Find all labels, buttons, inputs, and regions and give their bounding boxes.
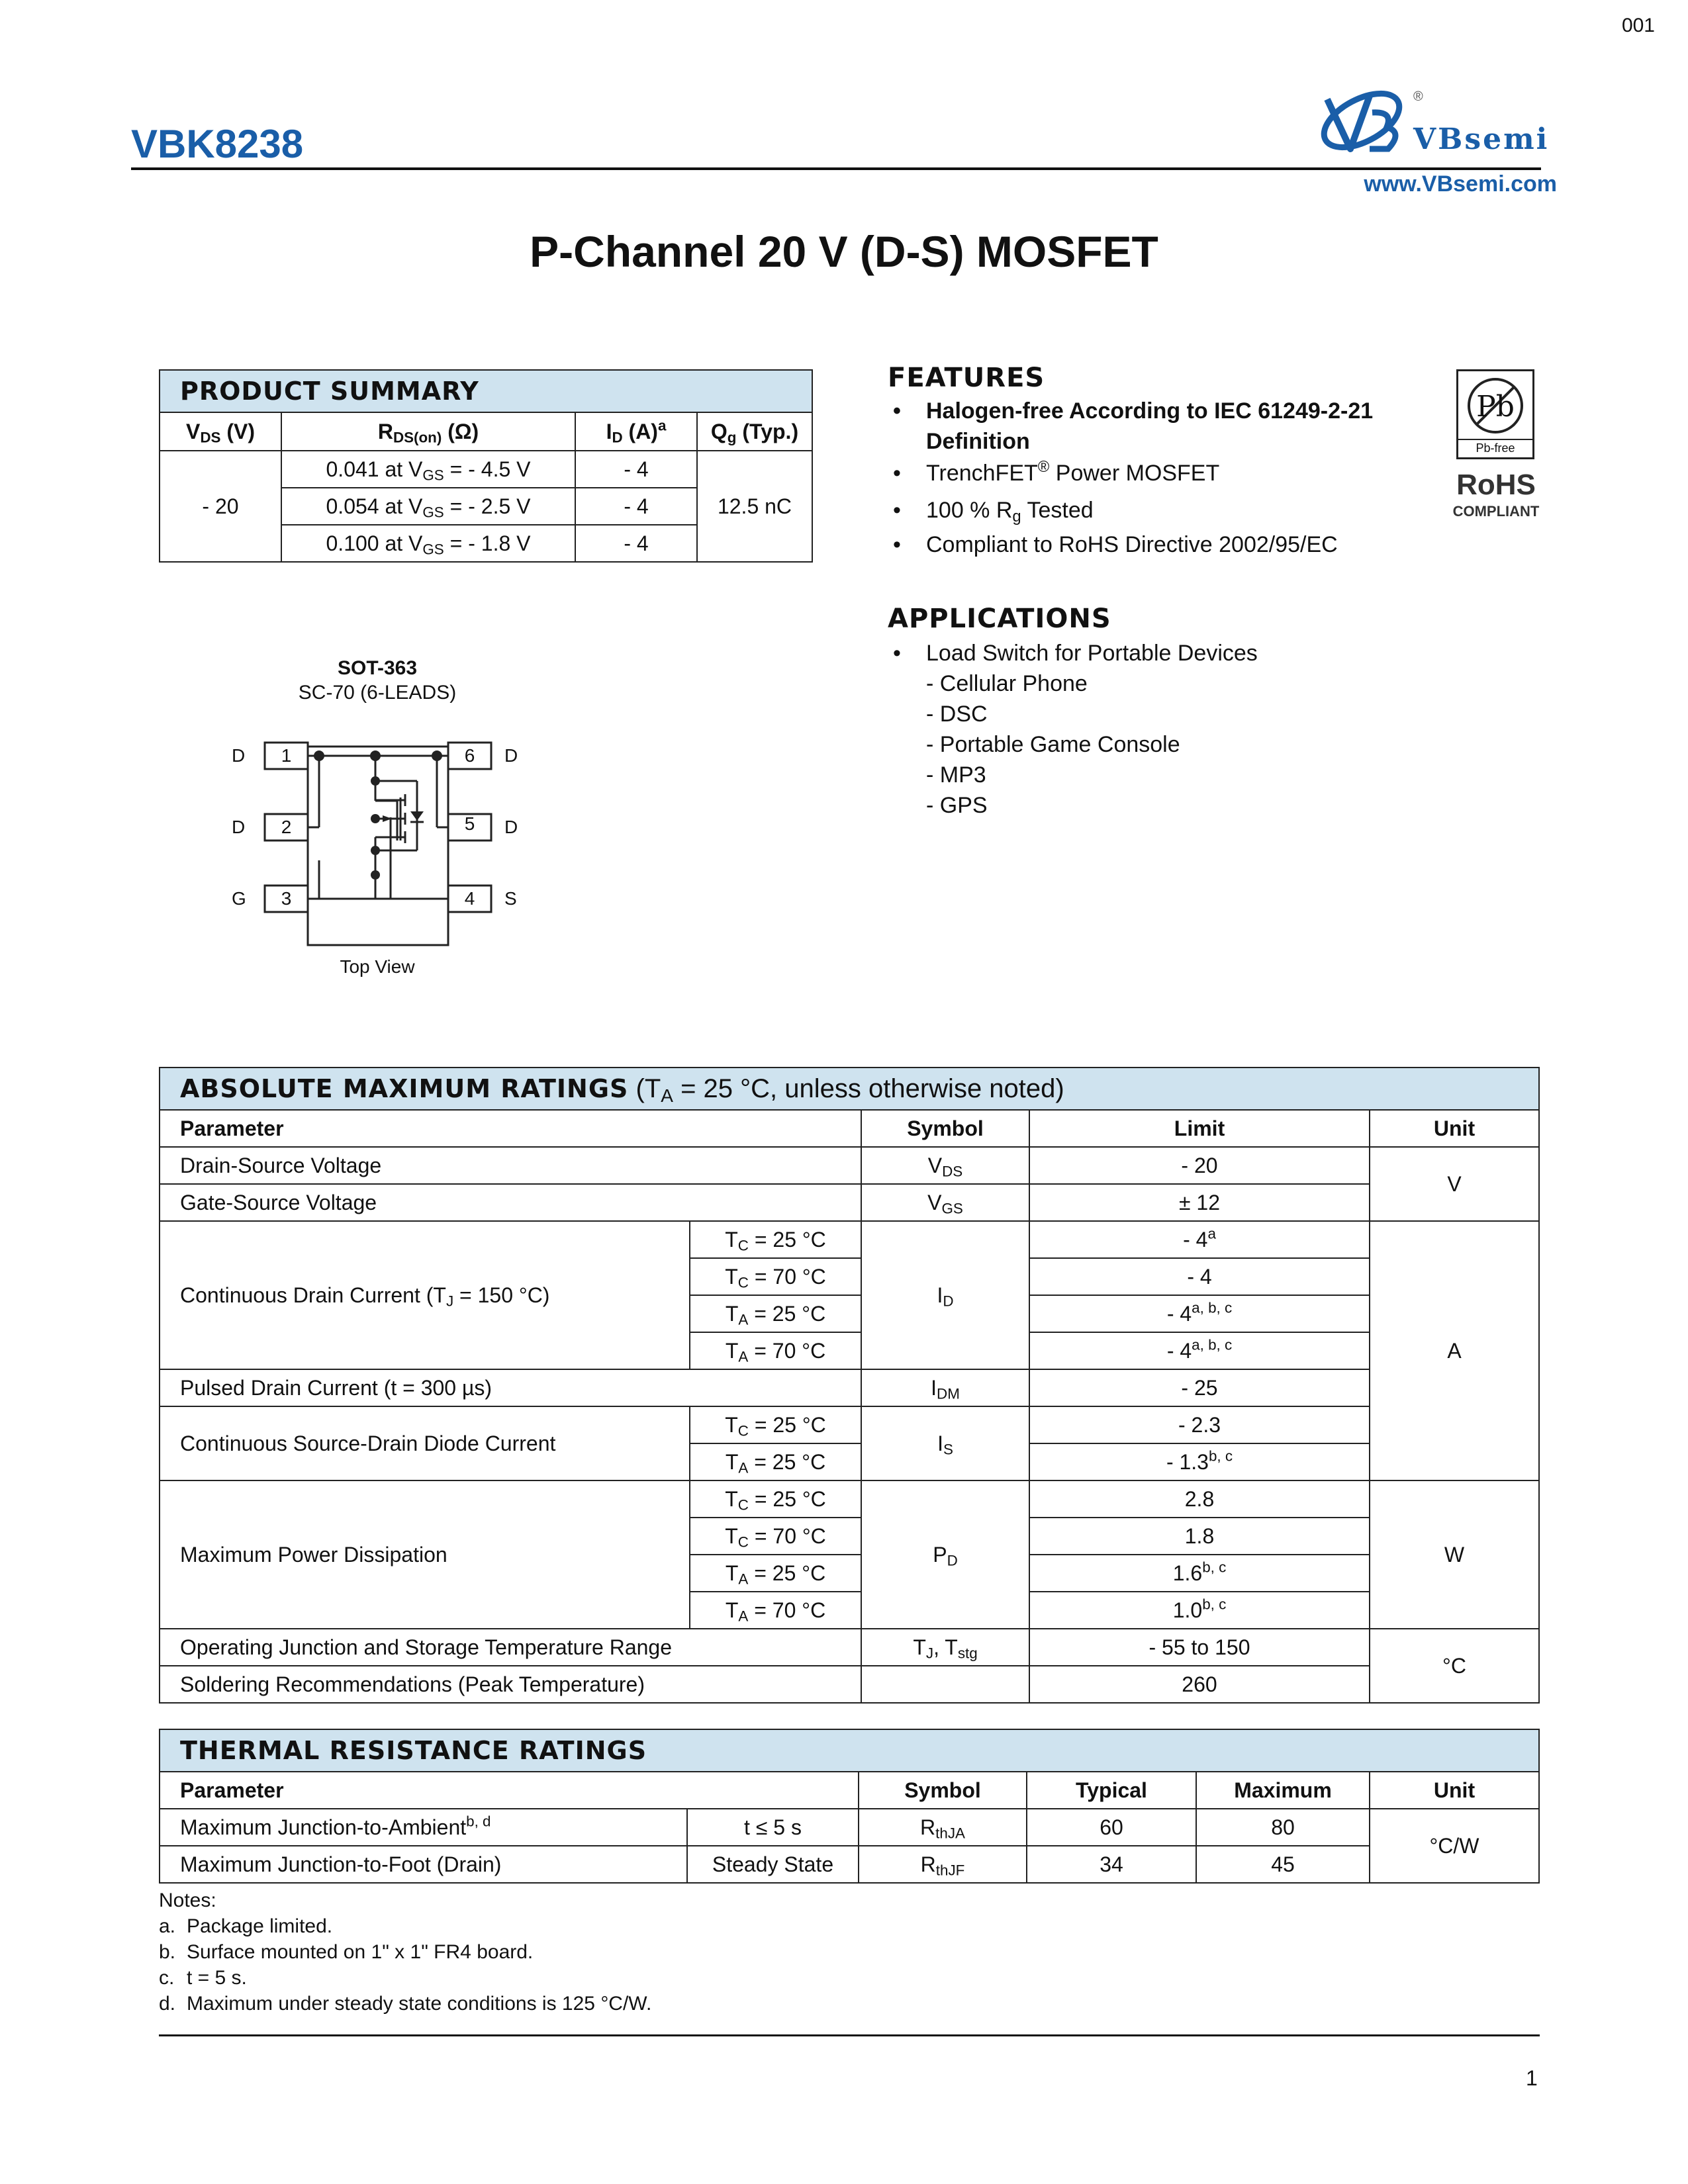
- col-qg: $Q_g$ (Typ.): [697, 412, 812, 451]
- pin-4-label: S: [504, 888, 517, 909]
- page-counter-top: 001: [1621, 15, 1655, 36]
- vds-value: - 20: [160, 451, 281, 562]
- package-name: SOT-363: [337, 657, 418, 679]
- pin-2-number: 2: [281, 817, 292, 837]
- pin-2-label: D: [232, 817, 246, 837]
- application-subitem: - GPS: [926, 793, 988, 818]
- applications-list: [888, 638, 1470, 821]
- col-rds: $R_{DS(on)}$ (Ω): [281, 412, 575, 451]
- table-row: 0.100 at $V_{GS}$ = - 1.8 V - 4: [160, 525, 812, 562]
- table-row: Continuous Drain Current ($T_J = 150$ °C) $T_C = 25$ °C $I_D$ - 4$^a$ A: [160, 1221, 1539, 1258]
- table-row: Drain-Source Voltage $V_{DS}$ - 20 V: [160, 1147, 1539, 1184]
- header-rule: [131, 167, 1541, 170]
- application-subitem: - Portable Game Console: [926, 732, 1180, 757]
- pin-6-number: 6: [464, 745, 475, 766]
- feature-item: • Halogen-free According to IEC 61249-2-21 Definition: [888, 396, 1470, 457]
- table-row: $T_A = 25$ °C - 4$^{a, b, c}$: [160, 1295, 1539, 1332]
- application-subitem: - MP3: [926, 762, 986, 788]
- table-row: $T_A = 70$ °C - 4$^{a, b, c}$: [160, 1332, 1539, 1369]
- pin-5-label: D: [504, 817, 518, 837]
- pb-free-badge: [1456, 369, 1534, 459]
- brand-name: VBsemi: [1413, 122, 1550, 156]
- col-id: $I_D$ $(A)^a$: [575, 412, 697, 451]
- table-row: $T_C = 70$ °C - 4: [160, 1258, 1539, 1295]
- website-link[interactable]: www.VBsemi.com: [1364, 171, 1557, 197]
- pb-caption: Pb-free: [1458, 439, 1532, 455]
- pin-5-number: 5: [464, 813, 475, 834]
- application-subitem: - Cellular Phone: [926, 671, 1088, 696]
- table-row: Continuous Source-Drain Diode Current $T_C = 25$ °C $I_S$ - 2.3: [160, 1406, 1539, 1443]
- package-diagram: [218, 728, 549, 966]
- thermal-resistance-table: [159, 1729, 1540, 1884]
- table-row: Gate-Source Voltage $V_{GS}$ ± 12: [160, 1184, 1539, 1221]
- note-item: b. Surface mounted on 1" x 1" FR4 board.: [159, 1941, 534, 1963]
- note-item: c. t = 5 s.: [159, 1967, 247, 1989]
- thermal-header-row: Parameter Symbol Typical Maximum Unit: [160, 1772, 1539, 1809]
- feature-item: • 100 % $R_g$ Tested: [888, 495, 1470, 525]
- pin-6-label: D: [504, 745, 518, 766]
- package-subname: SC-70 (6-LEADS): [298, 682, 457, 704]
- feature-item: • TrenchFET® Power MOSFET: [888, 458, 1470, 488]
- table-row: 0.054 at $V_{GS}$ = - 2.5 V - 4: [160, 488, 812, 525]
- page-number: 1: [1526, 2066, 1538, 2090]
- features-heading: FEATURES: [888, 363, 1045, 393]
- qg-value: 12.5 nC: [697, 451, 812, 562]
- table-row: $T_A = 25$ °C - 1.3$^{b, c}$: [160, 1443, 1539, 1480]
- product-summary-header-row: [160, 412, 812, 451]
- pin-3-label: G: [232, 888, 246, 909]
- brand-logo: [1314, 86, 1579, 165]
- application-subitem: - DSC: [926, 702, 988, 727]
- pin-1-label: D: [232, 745, 246, 766]
- part-number: VBK8238: [131, 122, 304, 166]
- package-view-label: Top View: [340, 956, 415, 977]
- abs-max-header-row: Parameter Symbol Limit Unit: [160, 1110, 1539, 1147]
- abs-max-conditions: ($T_A = 25$ °C, unless otherwise noted): [628, 1073, 1064, 1106]
- pin-1-number: 1: [281, 745, 292, 766]
- product-summary-heading: PRODUCT SUMMARY: [180, 377, 479, 406]
- rohs-label: RoHS: [1456, 469, 1536, 501]
- table-row: $T_C = 70$ °C 1.8: [160, 1518, 1539, 1555]
- abs-max-heading: ABSOLUTE MAXIMUM RATINGS: [180, 1073, 629, 1103]
- col-vds: $V_{DS}$ (V): [160, 412, 281, 451]
- table-row: Maximum Junction-to-Ambient$^{b, d}$ t ≤ 5 s $R_{thJA}$ 60 80 °C/W: [160, 1809, 1539, 1846]
- feature-item: • Compliant to RoHS Directive 2002/95/EC: [888, 529, 1470, 560]
- table-row: $T_A = 70$ °C 1.0$^{b, c}$: [160, 1592, 1539, 1629]
- features-list: [888, 396, 1470, 560]
- table-row: Soldering Recommendations (Peak Temperature) 260: [160, 1666, 1539, 1703]
- thermal-heading: THERMAL RESISTANCE RATINGS: [180, 1736, 647, 1765]
- note-item: d. Maximum under steady state conditions is 125 °C/W.: [159, 1993, 652, 2015]
- table-row: Pulsed Drain Current (t = 300 µs) $I_{DM}$ - 25: [160, 1369, 1539, 1406]
- application-item: • Load Switch for Portable Devices - Cellular Phone - DSC - Portable Game Console - MP3 - GPS: [888, 638, 1470, 821]
- table-row: Operating Junction and Storage Temperature Range $T_J$, $T_{stg}$ - 55 to 150 °C: [160, 1629, 1539, 1666]
- table-row: - 20 0.041 at $V_{GS}$ = - 4.5 V - 4 12.5 nC: [160, 451, 812, 488]
- table-row: Maximum Junction-to-Foot (Drain) Steady State $R_{thJF}$ 34 45: [160, 1846, 1539, 1883]
- applications-heading: APPLICATIONS: [888, 604, 1111, 634]
- notes: [159, 1888, 651, 2017]
- absolute-maximum-ratings-table: [159, 1067, 1540, 1704]
- page-title: P-Channel 20 V (D-S) MOSFET: [530, 227, 1158, 276]
- pb-symbol: Pb: [1476, 390, 1515, 424]
- footer-rule: [159, 2034, 1540, 2036]
- pin-3-number: 3: [281, 888, 292, 909]
- note-item: a. Package limited.: [159, 1915, 333, 1937]
- table-row: Maximum Power Dissipation $T_C = 25$ °C $P_D$ 2.8 W: [160, 1480, 1539, 1518]
- registered-mark: ®: [1413, 89, 1423, 104]
- product-summary-table: [159, 369, 813, 563]
- table-row: $T_A = 25$ °C 1.6$^{b, c}$: [160, 1555, 1539, 1592]
- notes-title: Notes:: [159, 1889, 216, 1911]
- rohs-compliant: COMPLIANT: [1452, 503, 1540, 520]
- pin-4-number: 4: [464, 888, 475, 909]
